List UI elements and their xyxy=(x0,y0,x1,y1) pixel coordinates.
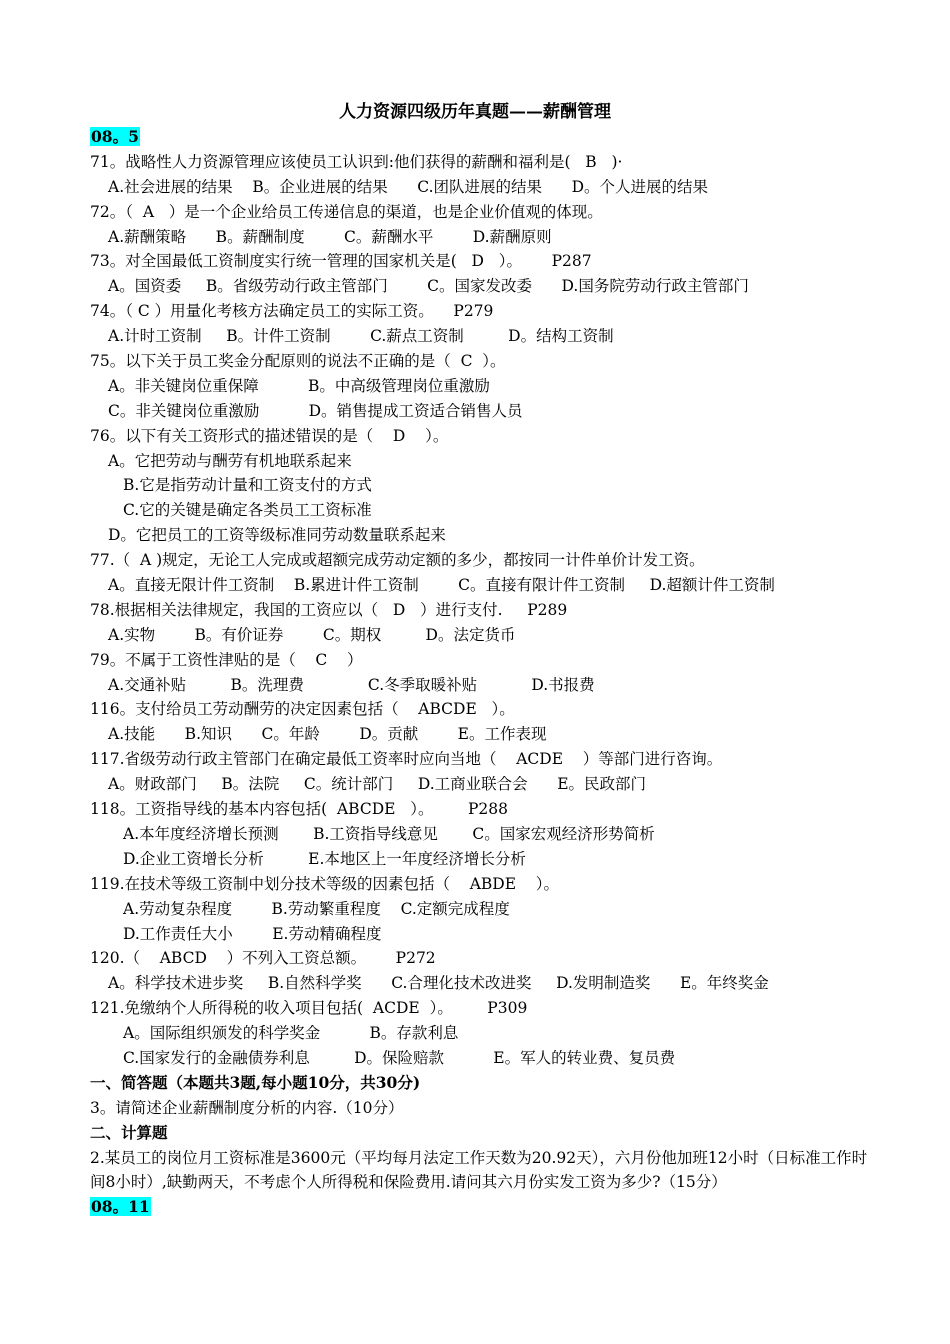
document-body xyxy=(90,125,870,1220)
option-line: C.国家发行的金融债券利息 D。保险赔款 E。军人的转业费、复员费 xyxy=(123,1048,676,1067)
option-line: C。非关键岗位重激励 D。销售提成工资适合销售人员 xyxy=(108,401,523,420)
question-line: 74。（ C ）用量化考核方法确定员工的实际工资。 P279 xyxy=(90,302,494,321)
question-line: 121.免缴纳个人所得税的收入项目包括( ACDE ）。 P309 xyxy=(90,999,528,1018)
question-line: 78.根据相关法律规定，我国的工资应以（ D ）进行支付. P289 xyxy=(90,600,568,619)
document-title: 人力资源四级历年真题——薪酬管理 xyxy=(339,102,611,122)
option-line: A。非关键岗位重保障 B。中高级管理岗位重激励 xyxy=(108,376,490,395)
option-line: A。科学技术进步奖 B.自然科学奖 C.合理化技术改进奖 D.发明制造奖 E。年终奖金 xyxy=(108,974,769,993)
next-section-label: 08。11 xyxy=(91,1197,150,1217)
question-line: 77.（ A )规定，无论工人完成或超额完成劳动定额的多少，都按同一计件单价计发工资。 xyxy=(90,551,705,570)
option-line: A.技能 B.知识 C。年龄 D。贡献 E。工作表现 xyxy=(108,725,547,744)
option-line: D.企业工资增长分析 E.本地区上一年度经济增长分析 xyxy=(123,849,526,868)
option-line: A.交通补贴 B。洗理费 C.冬季取暖补贴 D.书报费 xyxy=(108,675,595,694)
question-list xyxy=(90,150,870,1071)
calculation-question: 2.某员工的岗位月工资标准是3600元（平均每月法定工作天数为20.92天），六月份他加班12小时（日标准工作时间8小时）,缺勤两天，不考虑个人所得税和保险费用.请问其六月份实发工资为多少?（15分） xyxy=(90,1148,868,1192)
calculation-heading: 二、计算题 xyxy=(90,1122,168,1142)
option-line: A。直接无限计件工资制 B.累进计件工资制 C。直接有限计件工资制 D.超额计件工资制 xyxy=(108,576,775,595)
question-line: 76。以下有关工资形式的描述错误的是（ D ）。 xyxy=(90,426,449,445)
question-line: 72。（ A ）是一个企业给员工传递信息的渠道，也是企业价值观的体现。 xyxy=(90,202,603,221)
option-line: D。它把员工的工资等级标准同劳动数量联系起来 xyxy=(108,526,446,545)
question-line: 118。工资指导线的基本内容包括( ABCDE ）。 P288 xyxy=(90,800,508,819)
option-line: A.薪酬策略 B。薪酬制度 C。薪酬水平 D.薪酬原则 xyxy=(108,227,552,246)
section-label-line xyxy=(90,125,870,150)
question-line: 73。对全国最低工资制度实行统一管理的国家机关是( D ）。 P287 xyxy=(90,252,592,271)
next-section-label-line xyxy=(90,1195,870,1220)
option-line: A.计时工资制 B。计件工资制 C.薪点工资制 D。结构工资制 xyxy=(108,327,614,346)
question-line: 79。不属于工资性津贴的是（ C ） xyxy=(90,650,363,669)
question-line: 119.在技术等级工资制中划分技术等级的因素包括（ ABDE ）。 xyxy=(90,874,560,893)
option-line: A.劳动复杂程度 B.劳动繁重程度 C.定额完成程度 xyxy=(123,899,510,918)
option-line: A。财政部门 B。法院 C。统计部门 D.工商业联合会 E。民政部门 xyxy=(108,775,647,794)
option-line: A。它把劳动与酬劳有机地联系起来 xyxy=(108,451,352,470)
question-line: 116。支付给员工劳动酬劳的决定因素包括（ ABCDE ）。 xyxy=(90,700,515,719)
question-line: 120.（ ABCD ）不列入工资总额。 P272 xyxy=(90,949,436,968)
question-line: 75。以下关于员工奖金分配原则的说法不正确的是（ C ）。 xyxy=(90,352,506,371)
option-line: A.本年度经济增长预测 B.工资指导线意见 C。国家宏观经济形势简析 xyxy=(123,824,655,843)
question-line: 117.省级劳动行政主管部门在确定最低工资率时应向当地（ ACDE ）等部门进行咨询。 xyxy=(90,750,723,769)
option-line: A.社会进展的结果 B。企业进展的结果 C.团队进展的结果 D。个人进展的结果 xyxy=(108,177,709,196)
section-label: 08。5 xyxy=(91,127,139,146)
question-line: 71。战略性人力资源管理应该使员工认识到:他们获得的薪酬和福利是( B )· xyxy=(90,152,623,171)
option-line: B.它是指劳动计量和工资支付的方式 xyxy=(123,476,372,495)
option-line: A。国际组织颁发的科学奖金 B。存款利息 xyxy=(123,1024,459,1043)
option-line: D.工作责任大小 E.劳动精确程度 xyxy=(123,924,382,943)
option-line: A.实物 B。有价证券 C。期权 D。法定货币 xyxy=(108,625,516,644)
short-answer-question: 3。请简述企业薪酬制度分析的内容.（10分） xyxy=(90,1098,404,1117)
option-line: A。国资委 B。省级劳动行政主管部门 C。国家发改委 D.国务院劳动行政主管部门 xyxy=(108,277,749,296)
option-line: C.它的关键是确定各类员工工资标准 xyxy=(123,501,372,520)
short-answer-heading: 一、简答题（本题共3题,每小题10分，共30分) xyxy=(90,1072,421,1092)
